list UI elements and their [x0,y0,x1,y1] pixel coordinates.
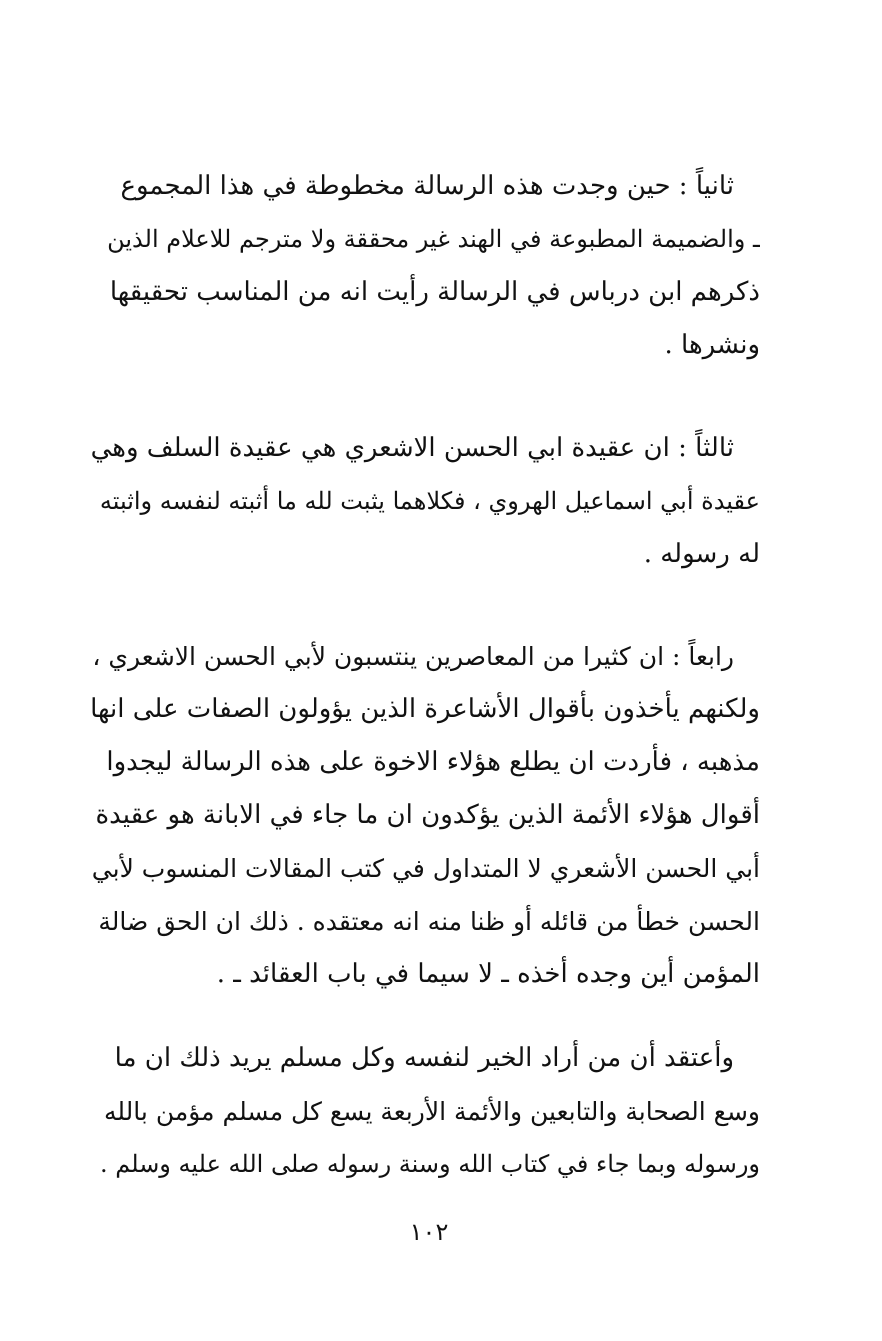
text-line: ولكنهم يأخذون بأقوال الأشاعرة الذين يؤولون الصفات على انها [90,694,760,724]
text-line: الحسن خطأ من قائله أو ظنا منه انه معتقده . ذلك ان الحق ضالة [98,907,760,936]
text-line: أقوال هؤلاء الأئمة الذين يؤكدون ان ما جاء في الابانة هو عقيدة [95,800,760,830]
paragraph-conclusion [88,1032,760,1191]
text-line: ثالثاً : ان عقيدة ابي الحسن الاشعري هي عقيدة السلف وهي [90,433,734,463]
text-line: ثانياً : حين وجدت هذه الرسالة مخطوطة في هذا المجموع [120,171,734,201]
paragraph-fourth-point [88,630,760,1001]
text-line: رابعاً : ان كثيرا من المعاصرين ينتسبون لأبي الحسن الاشعري ، [92,642,734,671]
paragraph-third-point [88,422,760,581]
text-line: أبي الحسن الأشعري لا المتداول في كتب المقالات المنسوب لأبي [91,854,760,883]
text-line: ـ والضميمة المطبوعة في الهند غير محققة ولا مترجم للاعلام الذين [107,225,760,253]
text-line: المؤمن أين وجده أخذه ـ لا سيما في باب العقائد ـ . [216,959,760,989]
text-line: وأعتقد أن من أراد الخير لنفسه وكل مسلم يريد ذلك ان ما [114,1043,734,1073]
text-line: ورسوله وبما جاء في كتاب الله وسنة رسوله صلى الله عليه وسلم . [100,1150,760,1178]
paragraph-second-point [88,160,760,372]
text-line: وسع الصحابة والتابعين والأئمة الأربعة يسع كل مسلم مؤمن بالله [104,1097,760,1126]
text-line: له رسوله . [643,539,760,569]
page-number: ١٠٢ [409,1218,449,1246]
text-line: ذكرهم ابن درباس في الرسالة رأيت انه من المناسب تحقيقها [109,277,760,307]
text-line: ونشرها . [664,330,760,360]
text-line: عقيدة أبي اسماعيل الهروي ، فكلاهما يثبت لله ما أثبته لنفسه واثبته [99,487,760,515]
text-line: مذهبه ، فأردت ان يطلع هؤلاء الاخوة على هذه الرسالة ليجدوا [106,747,760,777]
